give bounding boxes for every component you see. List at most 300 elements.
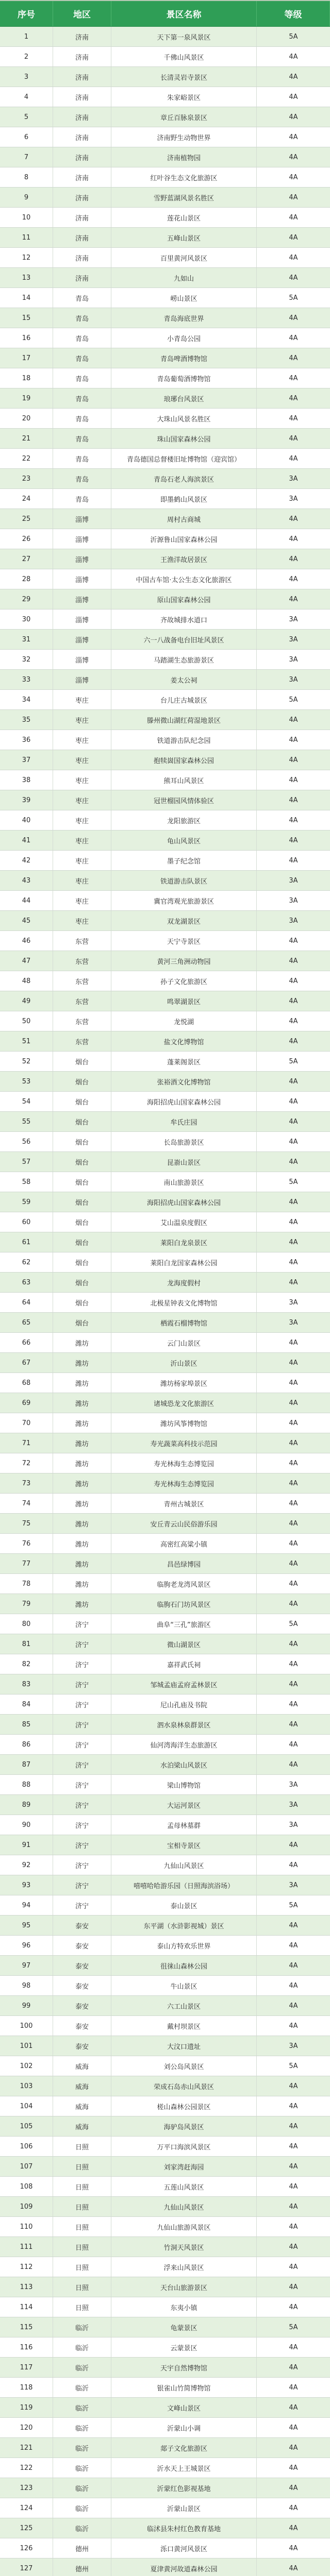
cell-name: 铁道游击队景区 <box>111 871 257 890</box>
cell-no: 17 <box>0 348 53 368</box>
table-row <box>0 288 330 308</box>
cell-level: 4A <box>289 2122 298 2130</box>
cell-level: 3A <box>289 1821 298 1829</box>
cell-name: 天宇自然博物馆 <box>111 2358 257 2377</box>
table-row <box>0 1735 330 1755</box>
table-row <box>0 1895 330 1916</box>
table-row <box>0 1072 330 1092</box>
cell-level: 3A <box>289 635 298 643</box>
cell-name: 孙子文化旅游区 <box>111 971 257 991</box>
cell-name: 潍坊杨家埠景区 <box>111 1373 257 1393</box>
cell-level: 4A <box>289 2504 298 2512</box>
table-row <box>0 2197 330 2217</box>
cell-no: 31 <box>0 630 53 649</box>
cell-region: 济宁 <box>53 1775 111 1794</box>
cell-name: 九仙山旅游风景区 <box>111 2217 257 2236</box>
cell-region: 枣庄 <box>53 730 111 750</box>
table-row <box>0 489 330 509</box>
cell-region: 济南 <box>53 248 111 267</box>
cell-no: 50 <box>0 1011 53 1031</box>
cell-name: 万平口海滨风景区 <box>111 2137 257 2156</box>
cell-no: 40 <box>0 810 53 830</box>
cell-no: 104 <box>0 2096 53 2116</box>
cell-level: 3A <box>289 876 298 885</box>
cell-name: 泺口黄河风景区 <box>111 2538 257 2558</box>
cell-level: 4A <box>289 274 298 282</box>
cell-region: 青岛 <box>53 469 111 488</box>
cell-region: 泰安 <box>53 2016 111 2036</box>
cell-level: 4A <box>289 1419 298 1427</box>
cell-name: 张裕酒文化博物馆 <box>111 1072 257 1091</box>
cell-region: 日照 <box>53 2137 111 2156</box>
cell-no: 116 <box>0 2337 53 2357</box>
cell-level: 4A <box>289 1439 298 1447</box>
cell-level: 4A <box>289 1921 298 1929</box>
table-row <box>0 790 330 810</box>
cell-no: 76 <box>0 1534 53 1553</box>
cell-region: 烟台 <box>53 1052 111 1071</box>
cell-level: 3A <box>289 2042 298 2050</box>
table-row <box>0 2558 330 2576</box>
table-row <box>0 429 330 449</box>
table-row <box>0 2137 330 2157</box>
cell-region: 济南 <box>53 228 111 247</box>
cell-region: 东营 <box>53 991 111 1011</box>
cell-level: 4A <box>289 2082 298 2090</box>
cell-region: 德州 <box>53 2558 111 2576</box>
cell-name: 千佛山风景区 <box>111 47 257 66</box>
cell-name: 大汶口遗址 <box>111 2036 257 2056</box>
table-row <box>0 2458 330 2478</box>
table-row <box>0 2157 330 2177</box>
cell-level: 4A <box>289 354 298 362</box>
cell-no: 95 <box>0 1916 53 1935</box>
cell-no: 42 <box>0 851 53 870</box>
cell-level: 4A <box>289 1720 298 1728</box>
table-row <box>0 1694 330 1715</box>
cell-name: 龟蒙景区 <box>111 2317 257 2337</box>
cell-name: 昆嵛山景区 <box>111 1152 257 1172</box>
table-row <box>0 1273 330 1293</box>
table-row <box>0 690 330 710</box>
cell-no: 69 <box>0 1393 53 1413</box>
table-row <box>0 67 330 87</box>
cell-region: 临沂 <box>53 2418 111 2437</box>
cell-no: 121 <box>0 2438 53 2458</box>
cell-name: 刘家湾赶海园 <box>111 2157 257 2176</box>
cell-region: 临沂 <box>53 2498 111 2518</box>
cell-no: 19 <box>0 388 53 408</box>
cell-no: 6 <box>0 127 53 147</box>
cell-level: 5A <box>289 2323 298 2331</box>
cell-no: 71 <box>0 1433 53 1453</box>
cell-level: 4A <box>289 997 298 1005</box>
table-row <box>0 2016 330 2036</box>
cell-no: 126 <box>0 2538 53 2558</box>
cell-name: 郯子文化旅游区 <box>111 2438 257 2458</box>
table-row <box>0 1293 330 1313</box>
table-row <box>0 87 330 107</box>
cell-name: 冀官湾观光旅游景区 <box>111 891 257 910</box>
cell-name: 王渔洋故居景区 <box>111 549 257 569</box>
table-row <box>0 107 330 127</box>
cell-name: 双龙湖景区 <box>111 911 257 930</box>
cell-name: 济南野生动物世界 <box>111 127 257 147</box>
cell-level: 4A <box>289 1640 298 1648</box>
cell-no: 107 <box>0 2157 53 2176</box>
cell-no: 112 <box>0 2257 53 2277</box>
cell-name: 青岛葡萄酒博物馆 <box>111 368 257 388</box>
cell-level: 4A <box>289 233 298 242</box>
cell-region: 烟台 <box>53 1273 111 1292</box>
cell-name: 昌邑绿博园 <box>111 1554 257 1573</box>
cell-name: 文峰山景区 <box>111 2398 257 2417</box>
cell-no: 3 <box>0 67 53 87</box>
cell-level: 4A <box>289 1941 298 1950</box>
cell-level: 4A <box>289 2484 298 2492</box>
cell-level: 4A <box>289 2142 298 2150</box>
cell-region: 济宁 <box>53 1835 111 1855</box>
cell-level: 4A <box>289 1499 298 1507</box>
cell-no: 9 <box>0 188 53 207</box>
cell-name: 马踏湖生态旅游景区 <box>111 650 257 669</box>
cell-no: 124 <box>0 2498 53 2518</box>
cell-region: 淄博 <box>53 609 111 629</box>
cell-level: 4A <box>289 414 298 422</box>
cell-name: 龙阳旅游区 <box>111 810 257 830</box>
cell-region: 威海 <box>53 2056 111 2076</box>
table-row <box>0 1614 330 1634</box>
table-row <box>0 308 330 328</box>
table-row <box>0 2337 330 2358</box>
cell-region: 烟台 <box>53 1313 111 1332</box>
cell-region: 潍坊 <box>53 1393 111 1413</box>
cell-no: 100 <box>0 2016 53 2036</box>
cell-region: 烟台 <box>53 1252 111 1272</box>
cell-region: 潍坊 <box>53 1574 111 1594</box>
cell-name: 莱阳白龙泉景区 <box>111 1232 257 1252</box>
cell-name: 竹洞天风景区 <box>111 2237 257 2257</box>
table-row <box>0 328 330 348</box>
cell-region: 临沂 <box>53 2438 111 2458</box>
cell-level: 4A <box>289 2424 298 2432</box>
cell-region: 潍坊 <box>53 1413 111 1433</box>
cell-level: 5A <box>289 1178 298 1186</box>
cell-name: 朱家峪景区 <box>111 87 257 107</box>
cell-no: 53 <box>0 1072 53 1091</box>
table-row <box>0 1815 330 1835</box>
cell-level: 4A <box>289 776 298 784</box>
header-name: 景区名称 <box>111 1 257 26</box>
table-row <box>0 2378 330 2398</box>
cell-level: 4A <box>289 2002 298 2010</box>
cell-level: 3A <box>289 474 298 483</box>
cell-no: 34 <box>0 690 53 709</box>
cell-name: 抱犊崮国家森林公园 <box>111 750 257 770</box>
cell-name: 夏津黄河故道森林公园 <box>111 2558 257 2576</box>
table-row <box>0 1011 330 1031</box>
table-row <box>0 2177 330 2197</box>
cell-name: 章丘百脉泉景区 <box>111 107 257 127</box>
table-row <box>0 368 330 388</box>
cell-region: 青岛 <box>53 388 111 408</box>
cell-name: 嘉祥武氏祠 <box>111 1654 257 1674</box>
table-row <box>0 208 330 228</box>
cell-no: 110 <box>0 2217 53 2236</box>
cell-name: 崂山景区 <box>111 288 257 308</box>
cell-level: 4A <box>289 2102 298 2110</box>
cell-no: 45 <box>0 911 53 930</box>
table-row <box>0 2438 330 2458</box>
cell-region: 枣庄 <box>53 690 111 709</box>
cell-level: 4A <box>289 796 298 804</box>
table-row <box>0 1755 330 1775</box>
cell-region: 泰安 <box>53 1916 111 1935</box>
cell-no: 33 <box>0 670 53 689</box>
cell-region: 枣庄 <box>53 891 111 910</box>
table-row <box>0 1052 330 1072</box>
cell-region: 烟台 <box>53 1212 111 1232</box>
cell-region: 济南 <box>53 208 111 227</box>
cell-region: 东营 <box>53 951 111 971</box>
cell-region: 日照 <box>53 2177 111 2196</box>
cell-no: 43 <box>0 871 53 890</box>
cell-level: 4A <box>289 816 298 824</box>
cell-region: 烟台 <box>53 1192 111 1212</box>
cell-no: 103 <box>0 2076 53 2096</box>
cell-name: 莲花山景区 <box>111 208 257 227</box>
cell-level: 4A <box>289 2564 298 2572</box>
table-row <box>0 851 330 871</box>
table-row <box>0 871 330 891</box>
cell-name: 南山旅游景区 <box>111 1172 257 1192</box>
cell-region: 潍坊 <box>53 1594 111 1614</box>
cell-level: 4A <box>289 2444 298 2452</box>
cell-region: 临沂 <box>53 2378 111 2397</box>
cell-region: 日照 <box>53 2157 111 2176</box>
cell-region: 济南 <box>53 188 111 207</box>
table-row <box>0 2257 330 2277</box>
cell-no: 13 <box>0 268 53 287</box>
cell-no: 80 <box>0 1614 53 1634</box>
cell-name: 银雀山竹简博物馆 <box>111 2378 257 2397</box>
cell-region: 济南 <box>53 268 111 287</box>
cell-region: 济宁 <box>53 1674 111 1694</box>
cell-no: 66 <box>0 1333 53 1352</box>
cell-level: 4A <box>289 1117 298 1126</box>
cell-region: 济南 <box>53 47 111 66</box>
cell-name: 梁山博物馆 <box>111 1775 257 1794</box>
table-row <box>0 2237 330 2257</box>
table-row <box>0 469 330 489</box>
table-row <box>0 2498 330 2518</box>
table-row <box>0 1092 330 1112</box>
cell-name: 孟母林墓群 <box>111 1815 257 1835</box>
cell-no: 32 <box>0 650 53 669</box>
cell-name: 琅琊台风景区 <box>111 388 257 408</box>
cell-region: 泰安 <box>53 1936 111 1955</box>
cell-no: 16 <box>0 328 53 348</box>
cell-region: 枣庄 <box>53 810 111 830</box>
table-row <box>0 47 330 67</box>
cell-no: 37 <box>0 750 53 770</box>
cell-region: 潍坊 <box>53 1333 111 1352</box>
cell-region: 德州 <box>53 2538 111 2558</box>
cell-no: 47 <box>0 951 53 971</box>
cell-region: 济宁 <box>53 1755 111 1774</box>
table-row <box>0 951 330 971</box>
cell-name: 九仙山风景区 <box>111 2197 257 2216</box>
cell-level: 4A <box>289 1138 298 1146</box>
cell-name: 临朐石门坊风景区 <box>111 1594 257 1614</box>
cell-level: 3A <box>289 1318 298 1327</box>
cell-no: 11 <box>0 228 53 247</box>
cell-no: 72 <box>0 1453 53 1473</box>
cell-region: 潍坊 <box>53 1433 111 1453</box>
cell-region: 济南 <box>53 147 111 167</box>
cell-no: 64 <box>0 1293 53 1312</box>
table-row <box>0 1473 330 1494</box>
table-row <box>0 27 330 47</box>
cell-name: 即墨鹤山风景区 <box>111 489 257 509</box>
cell-no: 5 <box>0 107 53 127</box>
cell-name: 东平湖（水浒影视城）景区 <box>111 1916 257 1935</box>
cell-name: 龟山风景区 <box>111 831 257 850</box>
cell-name: 天下第一泉风景区 <box>111 27 257 46</box>
cell-level: 4A <box>289 595 298 603</box>
cell-level: 4A <box>289 2403 298 2412</box>
table-row <box>0 1333 330 1353</box>
cell-no: 26 <box>0 529 53 549</box>
cell-region: 临沂 <box>53 2458 111 2478</box>
cell-no: 61 <box>0 1232 53 1252</box>
cell-region: 淄博 <box>53 650 111 669</box>
table-row <box>0 2056 330 2076</box>
cell-name: 青岛石老人海滨景区 <box>111 469 257 488</box>
cell-region: 日照 <box>53 2217 111 2236</box>
cell-level: 4A <box>289 2182 298 2191</box>
cell-level: 4A <box>289 1539 298 1548</box>
cell-region: 淄博 <box>53 630 111 649</box>
cell-name: 海阳招虎山国家森林公园 <box>111 1092 257 1111</box>
cell-name: 浮来山风景区 <box>111 2257 257 2277</box>
cell-level: 3A <box>289 896 298 905</box>
cell-name: 槎山森林公园景区 <box>111 2096 257 2116</box>
cell-level: 3A <box>289 1801 298 1809</box>
cell-name: 盐文化博物馆 <box>111 1031 257 1051</box>
cell-name: 沂山景区 <box>111 1353 257 1372</box>
cell-name: 周村古商城 <box>111 509 257 529</box>
cell-region: 日照 <box>53 2277 111 2297</box>
cell-no: 46 <box>0 931 53 951</box>
cell-level: 4A <box>289 2383 298 2392</box>
table-row <box>0 770 330 790</box>
cell-region: 济南 <box>53 167 111 187</box>
cell-name: 寿光林海生态博览园 <box>111 1453 257 1473</box>
cell-no: 105 <box>0 2116 53 2136</box>
cell-region: 济宁 <box>53 1815 111 1835</box>
cell-level: 3A <box>289 655 298 664</box>
cell-region: 烟台 <box>53 1293 111 1312</box>
table-row <box>0 449 330 469</box>
cell-level: 4A <box>289 1399 298 1407</box>
cell-level: 4A <box>289 314 298 322</box>
table-row <box>0 268 330 288</box>
cell-region: 青岛 <box>53 288 111 308</box>
cell-level: 4A <box>289 193 298 201</box>
table-row <box>0 911 330 931</box>
cell-level: 5A <box>289 32 298 41</box>
cell-region: 济宁 <box>53 1875 111 1895</box>
table-row <box>0 1634 330 1654</box>
cell-no: 98 <box>0 1976 53 1995</box>
cell-region: 济南 <box>53 87 111 107</box>
cell-region: 淄博 <box>53 589 111 609</box>
cell-name: 沂蒙山小调 <box>111 2418 257 2437</box>
cell-name: 栖霞石榴博物馆 <box>111 1313 257 1332</box>
cell-no: 108 <box>0 2177 53 2196</box>
cell-level: 4A <box>289 1580 298 1588</box>
cell-level: 4A <box>289 515 298 523</box>
table-row <box>0 1654 330 1674</box>
cell-name: 六一八战备电台旧址风景区 <box>111 630 257 649</box>
cell-no: 10 <box>0 208 53 227</box>
cell-name: 海驴岛风景区 <box>111 2116 257 2136</box>
cell-no: 24 <box>0 489 53 509</box>
cell-no: 127 <box>0 2558 53 2576</box>
cell-region: 烟台 <box>53 1092 111 1111</box>
table-row <box>0 730 330 750</box>
cell-level: 4A <box>289 133 298 141</box>
cell-name: 莱阳白龙国家森林公园 <box>111 1252 257 1272</box>
cell-no: 125 <box>0 2518 53 2538</box>
cell-no: 73 <box>0 1473 53 1493</box>
cell-region: 泰安 <box>53 1996 111 2015</box>
cell-region: 枣庄 <box>53 871 111 890</box>
cell-region: 临沂 <box>53 2398 111 2417</box>
cell-region: 青岛 <box>53 429 111 448</box>
cell-name: 龙海度假村 <box>111 1273 257 1292</box>
cell-level: 4A <box>289 374 298 382</box>
table-row <box>0 2096 330 2116</box>
table-row <box>0 1313 330 1333</box>
cell-no: 119 <box>0 2398 53 2417</box>
table-row <box>0 1976 330 1996</box>
cell-no: 30 <box>0 609 53 629</box>
cell-name: 仙河湾海洋生态旅游区 <box>111 1735 257 1754</box>
table-row <box>0 1775 330 1795</box>
cell-region: 泰安 <box>53 1976 111 1995</box>
cell-name: 泰山方特欢乐世界 <box>111 1936 257 1955</box>
table-row <box>0 2217 330 2237</box>
table-row <box>0 971 330 991</box>
cell-name: 曲阜“三孔”旅游区 <box>111 1614 257 1634</box>
cell-no: 113 <box>0 2277 53 2297</box>
cell-region: 威海 <box>53 2116 111 2136</box>
cell-name: 青岛德国总督楼旧址博物馆（迎宾馆） <box>111 449 257 468</box>
cell-level: 4A <box>289 1740 298 1749</box>
cell-no: 49 <box>0 991 53 1011</box>
cell-level: 4A <box>289 73 298 81</box>
cell-no: 58 <box>0 1172 53 1192</box>
table-row <box>0 1855 330 1875</box>
cell-level: 4A <box>289 334 298 342</box>
cell-region: 济宁 <box>53 1895 111 1915</box>
cell-level: 4A <box>289 1841 298 1849</box>
cell-name: 临沭县朱村红色教育基地 <box>111 2518 257 2538</box>
table-row <box>0 409 330 429</box>
cell-name: 红叶谷生态文化旅游区 <box>111 167 257 187</box>
